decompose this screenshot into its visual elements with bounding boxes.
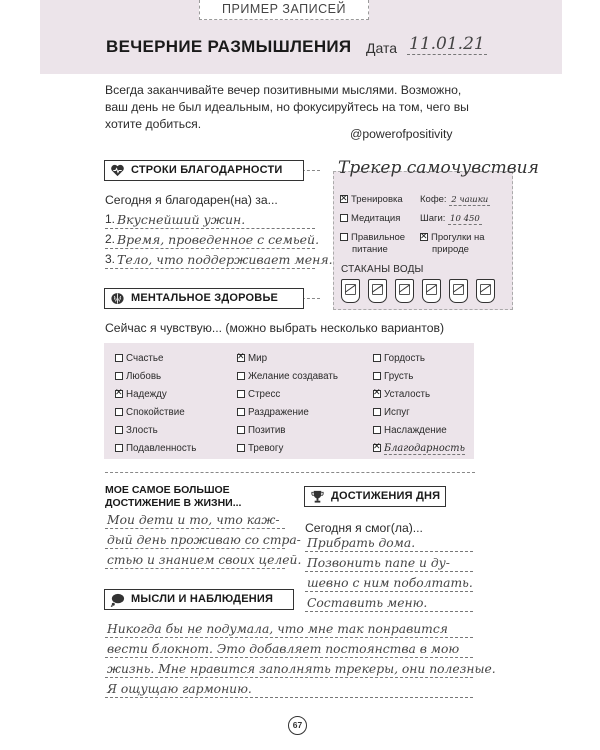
tracker-steps-value: 10 450 bbox=[450, 214, 480, 224]
mood-label: Мир bbox=[248, 353, 268, 364]
date-label: Дата bbox=[366, 40, 398, 56]
mood-option[interactable] bbox=[237, 389, 280, 400]
thought-line[interactable] bbox=[105, 639, 473, 658]
water-glass-icon[interactable] bbox=[341, 279, 360, 303]
checkbox-checked-icon[interactable] bbox=[115, 390, 123, 398]
day-prompt: Сегодня я смог(ла)... bbox=[305, 521, 423, 535]
gratitude-line[interactable] bbox=[105, 230, 320, 249]
mood-option[interactable] bbox=[237, 353, 267, 364]
achievement-text: дый день проживаю со стра- bbox=[107, 533, 301, 547]
gratitude-line[interactable] bbox=[105, 250, 333, 269]
tracker-workout[interactable] bbox=[340, 194, 403, 206]
gratitude-line[interactable] bbox=[105, 210, 315, 229]
achievement-title: МОЕ САМОЕ БОЛЬШОЕ ДОСТИЖЕНИЕ В ЖИЗНИ... bbox=[105, 484, 242, 509]
day-achievement-text: Составить меню. bbox=[307, 596, 428, 610]
trophy-icon bbox=[310, 489, 325, 504]
page-number: 67 bbox=[288, 716, 307, 735]
mood-label: Надежду bbox=[126, 389, 167, 400]
checkbox-icon[interactable] bbox=[115, 426, 123, 434]
achievement-text: стью и знанием своих целей. bbox=[107, 553, 302, 567]
water-label: СТАКАНЫ ВОДЫ bbox=[341, 264, 424, 275]
mood-option[interactable] bbox=[115, 353, 163, 364]
mood-option[interactable] bbox=[373, 371, 413, 382]
gratitude-entry: Тело, что поддерживает меня. bbox=[117, 252, 333, 267]
gratitude-number: 3. bbox=[105, 252, 116, 266]
day-achievement-line[interactable] bbox=[305, 593, 473, 612]
day-achievement-line[interactable] bbox=[305, 533, 473, 552]
mood-label: Стресс bbox=[248, 389, 281, 400]
checkbox-checked-icon[interactable] bbox=[420, 233, 428, 241]
mood-label: Наслаждение bbox=[384, 425, 447, 436]
checkbox-icon[interactable] bbox=[373, 426, 381, 434]
achievement-text: Мои дети и то, что каж- bbox=[107, 513, 280, 527]
tracker-steps-label: Шаги: bbox=[420, 213, 446, 224]
checkbox-icon[interactable] bbox=[237, 444, 245, 452]
mood-label: Испуг bbox=[384, 407, 410, 418]
sample-tab: ПРИМЕР ЗАПИСЕЙ bbox=[199, 0, 369, 20]
mood-option[interactable] bbox=[237, 425, 286, 436]
mood-option[interactable] bbox=[373, 425, 447, 436]
checkbox-checked-icon[interactable] bbox=[237, 354, 245, 362]
thoughts-header-label: МЫСЛИ И НАБЛЮДЕНИЯ bbox=[131, 593, 274, 605]
heart-pulse-icon bbox=[110, 163, 125, 178]
page-title: ВЕЧЕРНИЕ РАЗМЫШЛЕНИЯ bbox=[106, 37, 352, 56]
day-achievement-text: Прибрать дома. bbox=[307, 536, 416, 550]
tracker-walks-label-2: природе bbox=[432, 244, 469, 255]
tracker-workout-label: Тренировка bbox=[351, 194, 403, 205]
checkbox-icon[interactable] bbox=[115, 354, 123, 362]
checkbox-icon[interactable] bbox=[115, 372, 123, 380]
achievement-line[interactable] bbox=[105, 530, 301, 549]
section-divider bbox=[105, 472, 475, 473]
checkbox-icon[interactable] bbox=[115, 444, 123, 452]
tracker-coffee[interactable] bbox=[420, 194, 490, 206]
checkbox-checked-icon[interactable] bbox=[373, 444, 381, 452]
intro-handle: @powerofpositivity bbox=[350, 127, 453, 141]
gratitude-header-label: СТРОКИ БЛАГОДАРНОСТИ bbox=[131, 164, 283, 176]
checkbox-icon[interactable] bbox=[115, 408, 123, 416]
tracker-walks-label: Прогулки на bbox=[431, 232, 485, 243]
achievement-line[interactable] bbox=[105, 510, 285, 529]
thoughts-header bbox=[104, 589, 294, 610]
gratitude-header bbox=[104, 160, 304, 181]
tracker-walks[interactable] bbox=[420, 232, 485, 256]
mood-option[interactable] bbox=[237, 443, 283, 454]
intro-text: Всегда заканчивайте вечер позитивными мыслями. Возможно, ваш день не был идеальным, но фокусируйтесь на том, чего вы хотите добиться. bbox=[105, 83, 469, 131]
gratitude-prompt: Сегодня я благодарен(на) за... bbox=[105, 193, 278, 207]
tracker-nutrition-label: Правильное bbox=[351, 232, 406, 243]
mood-label: Тревогу bbox=[248, 443, 284, 454]
day-achievement-text: шевно с ним поболтать. bbox=[307, 576, 473, 590]
mood-label: Благодарность bbox=[384, 443, 465, 454]
mood-option[interactable] bbox=[373, 443, 465, 454]
thought-text: Никогда бы не подумала, что мне так понравится bbox=[107, 622, 448, 636]
brain-icon bbox=[110, 291, 125, 306]
checkbox-icon[interactable] bbox=[340, 233, 348, 241]
checkbox-icon[interactable] bbox=[373, 354, 381, 362]
thought-line[interactable] bbox=[105, 659, 496, 678]
day-achievements-header bbox=[304, 486, 446, 507]
thought-line[interactable] bbox=[105, 679, 473, 698]
thought-line[interactable] bbox=[105, 619, 473, 638]
thought-bubble-icon bbox=[110, 592, 125, 607]
mood-label: Гордость bbox=[384, 353, 425, 364]
mood-label: Раздражение bbox=[248, 407, 309, 418]
mood-label: Счастье bbox=[126, 353, 164, 364]
water-glass-icon[interactable] bbox=[422, 279, 441, 303]
mood-option[interactable] bbox=[115, 407, 185, 418]
day-achievement-line[interactable] bbox=[305, 553, 473, 572]
water-glass-icon[interactable] bbox=[368, 279, 387, 303]
day-achievement-text: Позвонить папе и ду- bbox=[307, 556, 450, 570]
thought-text: Я ощущаю гармонию. bbox=[107, 682, 252, 696]
mood-label: Грусть bbox=[384, 371, 414, 382]
tracker-coffee-label: Кофе: bbox=[420, 194, 447, 205]
gratitude-number: 2. bbox=[105, 232, 116, 246]
mood-label: Злость bbox=[126, 425, 158, 436]
checkbox-icon[interactable] bbox=[373, 408, 381, 416]
mood-option[interactable] bbox=[373, 389, 430, 400]
gratitude-entry: Вкуснейший ужин. bbox=[117, 212, 246, 227]
checkbox-icon[interactable] bbox=[237, 372, 245, 380]
checkbox-checked-icon[interactable] bbox=[373, 390, 381, 398]
mood-option[interactable] bbox=[115, 371, 161, 382]
checkbox-icon[interactable] bbox=[237, 408, 245, 416]
mood-option[interactable] bbox=[237, 371, 338, 382]
water-glass-icon[interactable] bbox=[476, 279, 495, 303]
mood-option[interactable] bbox=[237, 407, 309, 418]
mood-prompt: Сейчас я чувствую... (можно выбрать несколько вариантов) bbox=[105, 321, 445, 335]
water-glass-icon[interactable] bbox=[395, 279, 414, 303]
checkbox-checked-icon[interactable] bbox=[340, 195, 348, 203]
tracker-nutrition[interactable] bbox=[340, 232, 405, 256]
tracker-steps[interactable] bbox=[420, 213, 482, 225]
tracker-meditation[interactable] bbox=[340, 213, 400, 225]
day-achievements-label: ДОСТИЖЕНИЯ ДНЯ bbox=[331, 490, 441, 502]
mental-health-header-label: МЕНТАЛЬНОЕ ЗДОРОВЬЕ bbox=[131, 292, 279, 304]
mood-option[interactable] bbox=[373, 353, 425, 364]
mood-option[interactable] bbox=[373, 407, 410, 418]
mood-label: Усталость bbox=[384, 389, 431, 400]
thought-text: вести блокнот. Это добавляет постоянства в мою bbox=[107, 642, 460, 656]
mental-health-header bbox=[104, 288, 304, 309]
tracker-nutrition-label-2: питание bbox=[352, 244, 388, 255]
mood-option[interactable] bbox=[115, 425, 158, 436]
mood-option[interactable] bbox=[115, 389, 167, 400]
mood-option[interactable] bbox=[115, 443, 196, 454]
mood-label: Желание создавать bbox=[248, 371, 338, 382]
tracker-title: Трекер самочувствия bbox=[338, 158, 539, 178]
checkbox-icon[interactable] bbox=[373, 372, 381, 380]
mood-label: Позитив bbox=[248, 425, 286, 436]
achievement-line[interactable] bbox=[105, 550, 302, 569]
water-glass-icon[interactable] bbox=[449, 279, 468, 303]
checkbox-icon[interactable] bbox=[237, 426, 245, 434]
day-achievement-line[interactable] bbox=[305, 573, 473, 592]
mood-label: Спокойствие bbox=[126, 407, 185, 418]
thought-text: жизнь. Мне нравится заполнять трекеры, они полезные. bbox=[107, 662, 496, 676]
mood-label: Подавленность bbox=[126, 443, 197, 454]
checkbox-icon[interactable] bbox=[237, 390, 245, 398]
mood-label: Любовь bbox=[126, 371, 162, 382]
checkbox-icon[interactable] bbox=[340, 214, 348, 222]
tracker-meditation-label: Медитация bbox=[351, 213, 401, 224]
gratitude-number: 1. bbox=[105, 212, 116, 226]
gratitude-entry: Время, проведенное с семьей. bbox=[117, 232, 320, 247]
tracker-coffee-value: 2 чашки bbox=[451, 195, 489, 205]
date-field[interactable]: 11.01.21 bbox=[409, 34, 485, 54]
